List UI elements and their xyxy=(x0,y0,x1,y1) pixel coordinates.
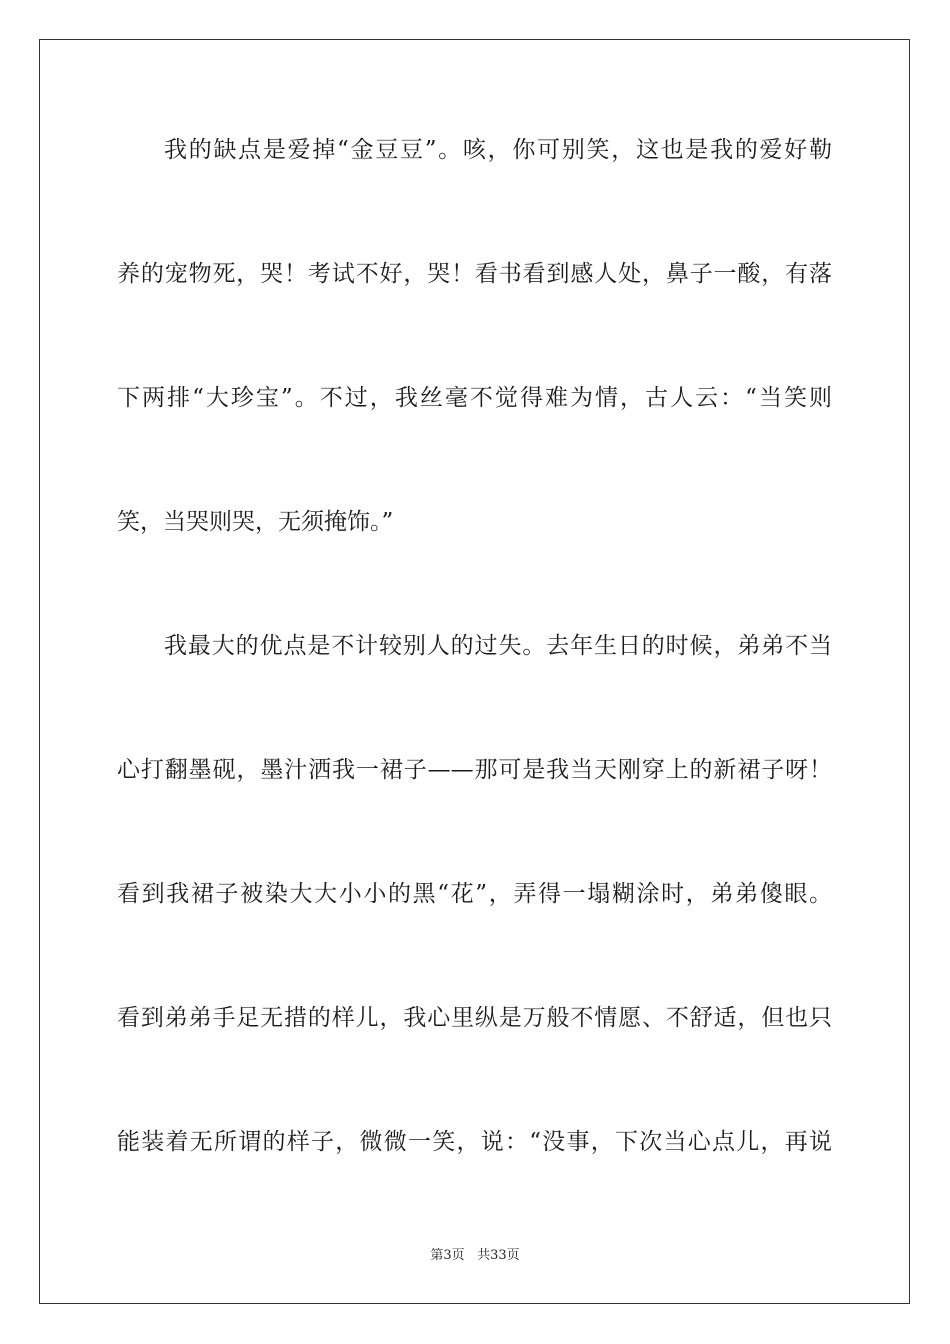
text-line: 心打翻墨砚，墨汁洒我一裙子——那可是我当天刚穿上的新裙子呀！ xyxy=(117,757,832,783)
text-line: 看到弟弟手足无措的样儿，我心里纵是万般不情愿、不舒适，但也只 xyxy=(117,1005,832,1031)
page-border xyxy=(39,39,910,1304)
page-footer xyxy=(0,1246,950,1266)
text-line: 笑，当哭则哭，无须掩饰。” xyxy=(117,509,394,535)
text-line: 看到我裙子被染大大小小的黑“花”，弄得一塌糊涂时，弟弟傻眼。 xyxy=(117,881,832,907)
text-line: 我最大的优点是不计较别人的过失。去年生日的时候，弟弟不当 xyxy=(164,633,832,659)
text-line: 下两排“大珍宝”。不过，我丝毫不觉得难为情，古人云：“当笑则 xyxy=(117,385,832,411)
page-total: 共33页 xyxy=(477,1248,520,1263)
text-line: 我的缺点是爱掉“金豆豆”。咳，你可别笑，这也是我的爱好勒 xyxy=(164,137,832,163)
page-number: 第3页 xyxy=(430,1248,465,1263)
text-line: 能装着无所谓的样子，微微一笑，说：“没事，下次当心点儿，再说 xyxy=(117,1129,832,1155)
text-line: 养的宠物死，哭！考试不好，哭！看书看到感人处，鼻子一酸，有落 xyxy=(117,261,832,287)
